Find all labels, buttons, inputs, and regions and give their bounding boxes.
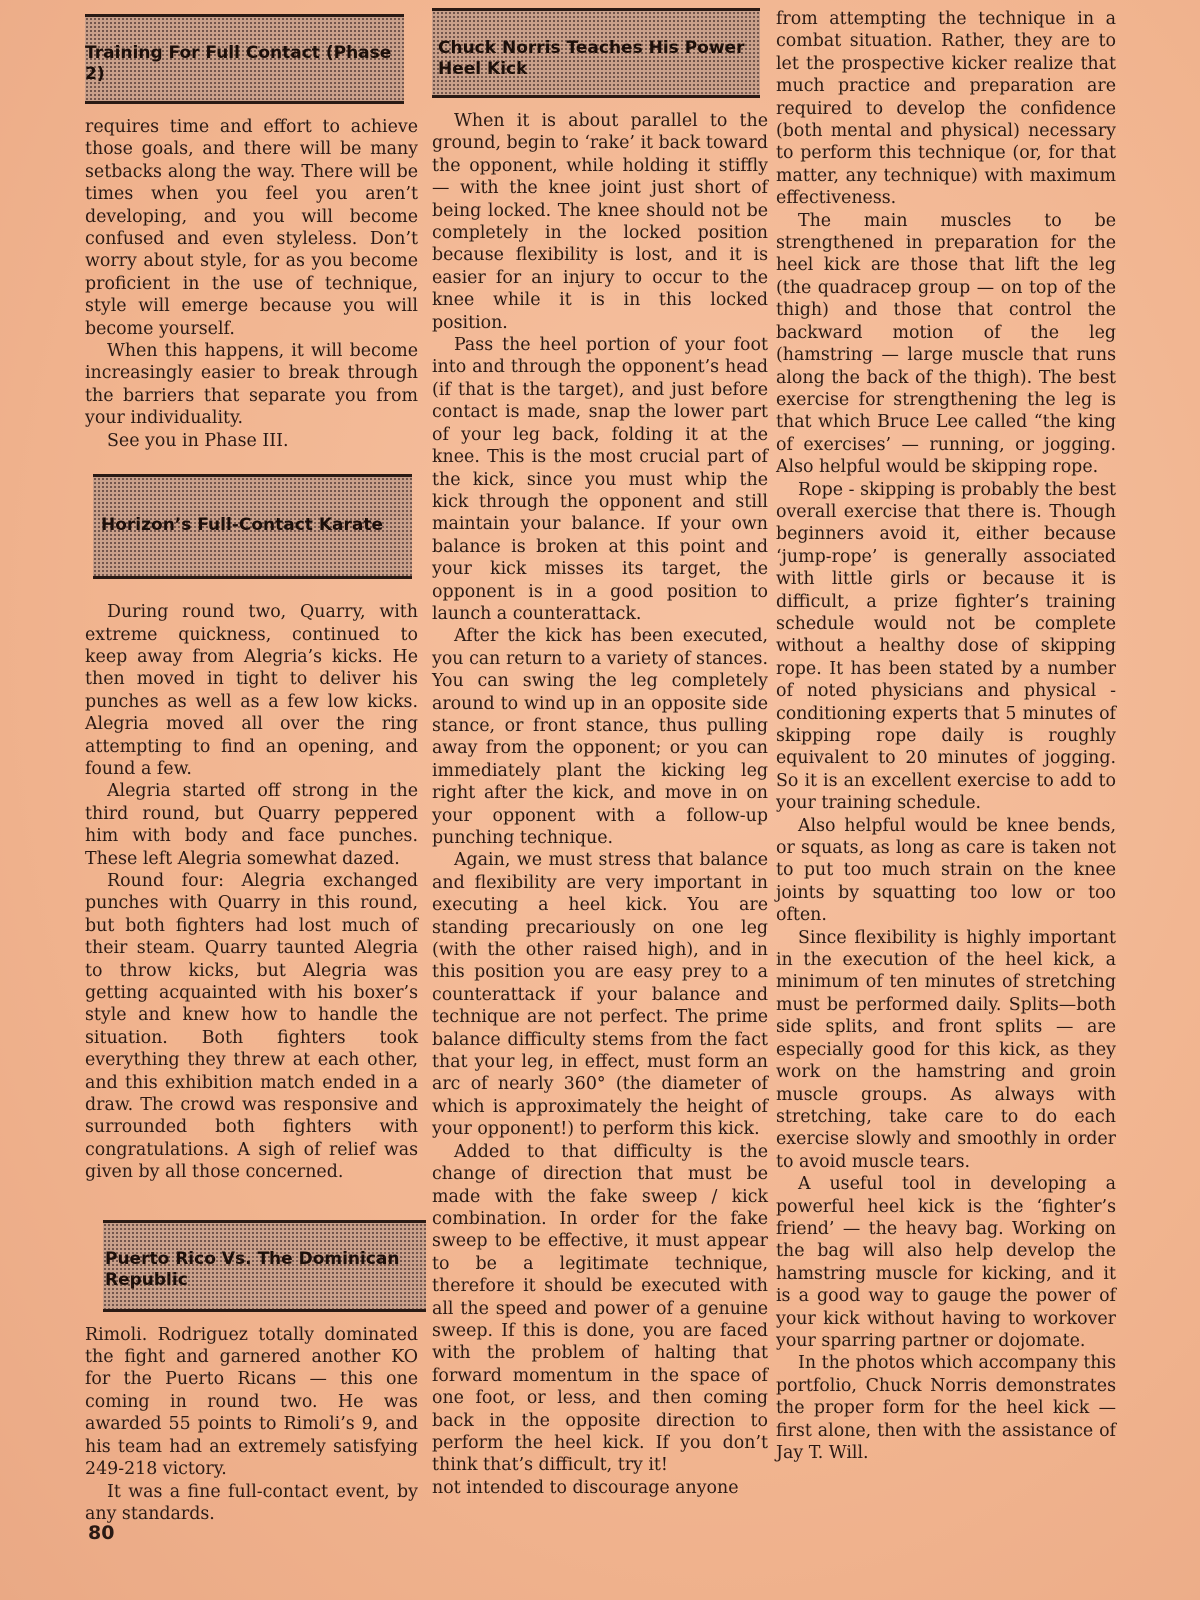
paragraph: See you in Phase III. (107, 430, 289, 451)
paragraph: Pass the heel portion of your foot into and through the opponent’s head (if that is the target), and just before contact is made, snap the lower part of your leg back, folding it at the knee. This is the most crucial part of the kick, since you must whip the kick through the opponent and still maintain your balance. If your own balance is broken at this point and your kick misses its target, the opponent is in a good position to launch a counterattack. (432, 335, 768, 624)
paragraph: In the photos which accompany this portfolio, Chuck Norris demonstrates the proper form for the heel kick — first alone, then with the assistance of Jay T. Will. (776, 1353, 1116, 1463)
paragraph: During round two, Quarry, with extreme quickness, continued to keep away from Alegria’s kicks. He then moved in tight to deliver his punches as well as a few low kicks. Alegria moved all over the ring attempting to find an opening, and found a few. (85, 602, 418, 779)
paragraph: After the kick has been executed, you can return to a variety of stances. You can swing the leg completely around to wind up in an opposite side stance, or front stance, thus pulling away from the opponent; or you can immediately plant the kicking leg right after the kick, and move in on your opponent with a follow-up punching technique. (432, 626, 768, 848)
column-middle (432, 8, 768, 1499)
paragraph: Rope - skipping is probably the best overall exercise that there is. Though beginners avoid it, either because ‘jump-rope’ is generally associated with little girls or because it is difficult, a prize fighter’s training schedule would not be complete without a healthy dose of skipping rope. It has been stated by a number of noted physicians and physical - conditioning experts that 5 minutes of skipping rope daily is roughly equivalent to 20 minutes of jogging. So it is an excellent exercise to add to your training schedule. (776, 479, 1116, 814)
paragraph: not intended to discourage anyone (432, 1477, 739, 1498)
paragraph: Again, we must stress that balance and flexibility are very important in executing a heel kick. You are standing precariously on one leg (with the other raised high), and in this position you are easy prey to a counterattack if your balance and technique are not perfect. The prime balance difficulty stems from the fact that your leg, in effect, must form an arc of nearly 360° (the diameter of which is approximately the height of your opponent!) to perform this kick. (432, 850, 768, 1140)
page-number: 80 (88, 1522, 115, 1544)
paragraph: It was a fine full-contact event, by any standards. (85, 1481, 418, 1524)
paragraph: Round four: Alegria exchanged punches with Quarry in this round, but both fighters had lost much of their steam. Quarry taunted Alegria to throw kicks, but Alegria was getting acquainted with his boxer’s style and knew how to handle the situation. Both fighters took everything they threw at each other, and this exhibition match ended in a draw. The crowd was responsive and surrounded both fighters with congratulations. A sigh of relief was given by all those concerned. (85, 870, 418, 1183)
paragraph: Rimoli. Rodriguez totally dominated the fight and garnered another KO for the Puerto Ricans — this one coming in round two. He was awarded 55 points to Rimoli’s 9, and his team had an extremely satisfying 249-218 victory. (85, 1324, 418, 1480)
article-title-heel-kick: Chuck Norris Teaches His Power Heel Kick (432, 8, 760, 98)
column-left (85, 8, 418, 1525)
paragraph: from attempting the technique in a combat situation. Rather, they are to let the prospective kicker realize that much practice and preparation are required to develop the confidence (both mental and physical) necessary to perform this technique (or, for that matter, any technique) with maximum effectiveness. (776, 9, 1116, 209)
paragraph: Since flexibility is highly important in the execution of the heel kick, a minimum of ten minutes of stretching must be performed daily. Splits—both side splits, and front splits — are especially good for this kick, as they work on the hamstring and groin muscle groups. As always with stretching, take care to do each exercise slowly and smoothly in order to avoid muscle tears. (776, 927, 1116, 1172)
section-heading-horizon: Horizon’s Full-Contact Karate (93, 474, 412, 579)
paragraph: requires time and effort to achieve those goals, and there will be many setbacks along the way. There will be times when you feel you aren’t developing, and you will become confused and even styleless. Don’t worry about style, for as you become proficient in the use of technique, style will emerge because you will become yourself. (85, 117, 418, 339)
paragraph: When it is about parallel to the ground, begin to ‘rake’ it back toward the opponent, while holding it stiffly — with the knee joint just short of being locked. The knee should not be completely in the locked position because flexibility is lost, and it is easier for an injury to occur to the knee while it is in this locked position. (432, 111, 768, 333)
paragraph: Also helpful would be knee bends, or squats, as long as care is taken not to put too much strain on the knee joints by squatting too low or too often. (776, 815, 1116, 926)
paragraph: Added to that difficulty is the change of direction that must be made with the fake sweep / kick combination. In order for the fake sweep to be effective, it must appear to be a legitimate technique, therefore it should be executed with all the speed and power of a genuine sweep. If this is done, you are faced with the problem of halting that forward momentum in the space of one foot, or less, and then coming back in the opposite direction to perform the heel kick. If you don’t think that’s difficult, try it! (432, 1141, 768, 1476)
section-heading-training: Training For Full Contact (Phase 2) (85, 14, 404, 104)
paragraph: When this happens, it will become increasingly easier to break through the barriers that separate you from your individuality. (85, 341, 418, 429)
column-right (776, 8, 1116, 1464)
paragraph: The main muscles to be strengthened in preparation for the heel kick are those that lift the leg (the quadracep group — on top of the thigh) and those that control the backward motion of the leg (hamstring — large muscle that runs along the back of the thigh). The best exercise for strengthening the leg is that which Bruce Lee called “the king of exercises’ — running, or jogging. Also helpful would be skipping rope. (776, 210, 1116, 478)
section-heading-puerto-rico: Puerto Rico Vs. The Dominican Republic (103, 1220, 426, 1312)
paragraph: A useful tool in developing a powerful heel kick is the ‘fighter’s friend’ — the heavy bag. Working on the bag will also help develop the hamstring muscle for kicking, and it is a good way to gauge the power of your kick without having to workover your sparring partner or dojomate. (776, 1174, 1116, 1351)
paragraph: Alegria started off strong in the third round, but Quarry peppered him with body and face punches. These left Alegria somewhat dazed. (85, 781, 418, 869)
